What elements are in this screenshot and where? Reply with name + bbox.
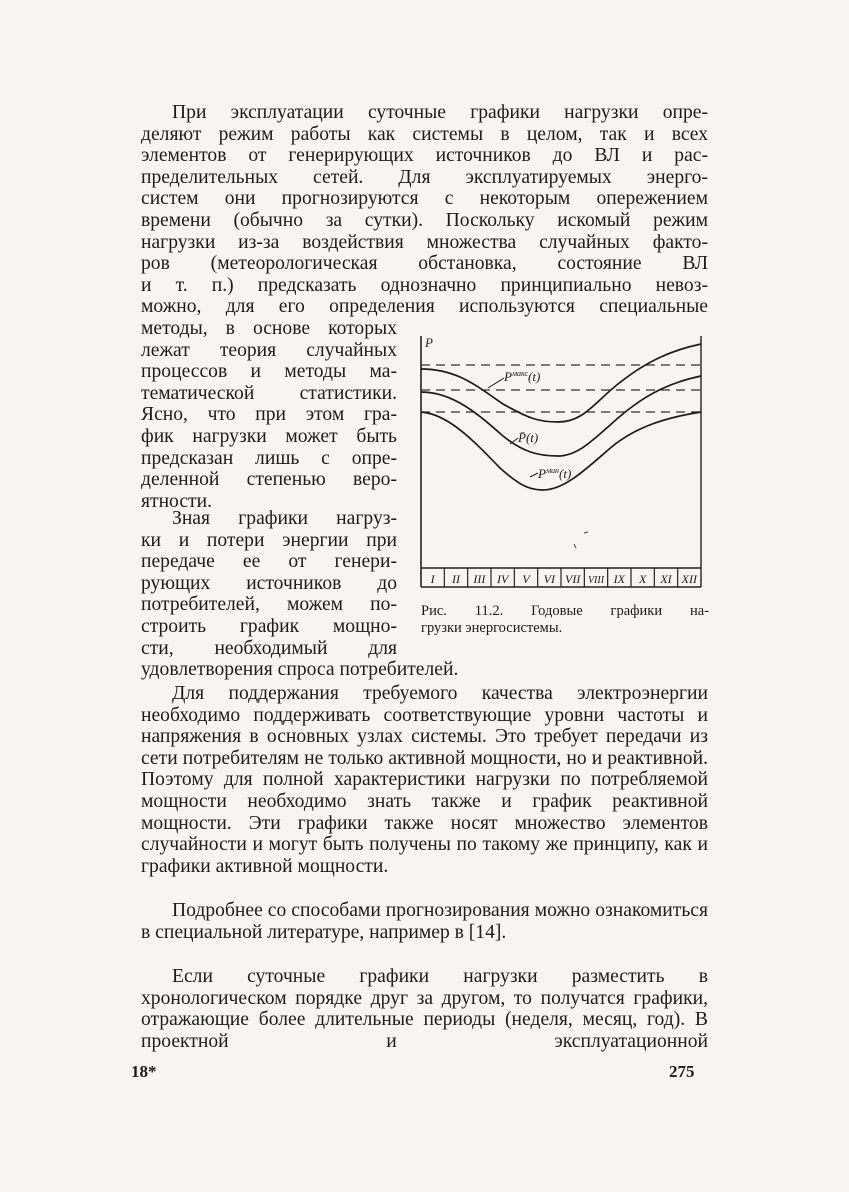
- month-label: III: [473, 572, 486, 586]
- text-line: деляют режим работы как системы в целом, так и всех: [141, 123, 708, 145]
- text-line: методы, в основе которых: [141, 318, 397, 339]
- speck: [574, 544, 576, 548]
- month-label: I: [430, 572, 435, 586]
- text-line: рующих источников до: [141, 572, 397, 594]
- leader-p-min: [530, 473, 538, 477]
- text-line: тематической статистики.: [141, 382, 397, 404]
- caption-line-1: Рис. 11.2. Годовые графики на-: [421, 603, 709, 619]
- month-label: V: [522, 572, 530, 586]
- month-label: VIII: [587, 575, 605, 586]
- month-label: VI: [543, 572, 555, 586]
- text-line: сти, необходимый для: [141, 637, 397, 659]
- month-labels: [430, 572, 698, 586]
- y-axis-label: P: [425, 335, 433, 350]
- paragraph-2-last-line: удовлетворения спроса потребителей.: [141, 659, 459, 680]
- text-line: передаче ее от генери-: [141, 551, 397, 573]
- month-label: VII: [565, 572, 581, 586]
- text-line: ятности.: [141, 490, 212, 512]
- text-line: пределительных сетей. Для эксплуатируемых энерго-: [141, 166, 708, 188]
- month-label: XII: [681, 572, 697, 586]
- month-label: IX: [613, 572, 625, 586]
- month-label: II: [452, 572, 460, 586]
- text-line: При эксплуатации суточные графики нагрузки опре-: [172, 102, 708, 123]
- text-line: можно, для его определения используются специальные: [141, 296, 708, 318]
- paragraph-5: Если суточные графики нагрузки разместить в хронологическом порядке друг за другом, то получатся графики, отражающие более длительные периоды (неделя, месяц, год). В проектной и эксплуатационной: [141, 966, 708, 1052]
- text-line: Ясно, что при этом гра-: [141, 404, 397, 426]
- page-number: 275: [669, 1062, 695, 1081]
- text-line: фик нагрузки может быть: [141, 426, 397, 447]
- text-line: лежат теория случайных: [141, 339, 397, 361]
- annual-load-graph: [418, 332, 704, 592]
- month-label: XI: [660, 572, 672, 586]
- label-p-max: $P^{макс}(t)$: [504, 369, 541, 384]
- text-line: потребителей, можем по-: [141, 594, 397, 616]
- figure-caption: [421, 603, 709, 637]
- text-line: и т. п.) предсказать однозначно принципиально невоз-: [141, 274, 708, 296]
- text-line: нагрузки из-за воздействия множества случайных факто-: [141, 231, 708, 253]
- text-line: деленной степенью веро-: [141, 469, 397, 491]
- leader-p-max: [488, 378, 504, 388]
- curve-p-max: [421, 344, 701, 422]
- speck: [584, 532, 588, 533]
- month-label: IV: [497, 572, 509, 586]
- sheet-signature: 18*: [131, 1062, 157, 1081]
- text-line: ров (метеорологическая обстановка, состояние ВЛ: [141, 253, 708, 275]
- month-label: X: [638, 572, 647, 586]
- paragraph-3: Для поддержания требуемого качества электроэнергии необходимо поддерживать соответствующие уровни частоты и напряжения в основных узлах системы. Это требует передачи из сети потребителям не только активной мощности, но и реактивной. Поэтому для полной характеристики нагрузки по потребляемой мощности необходимо знать также и график реактивной мощности. Эти графики также носят множество элементов случайности и могут быть получены по такому же принципу, как и графики активной мощности.: [141, 683, 708, 877]
- label-p-min: $P^{мин}(t)$: [538, 466, 572, 481]
- text-line: Зная графики нагруз-: [172, 508, 397, 529]
- label-p-mean: P̄(t): [518, 430, 539, 445]
- text-line: ки и потери энергии при: [141, 529, 397, 551]
- text-line: строить график мощно-: [141, 616, 397, 637]
- text-line: процессов и методы ма-: [141, 361, 397, 383]
- paragraph-4: Подробнее со способами прогнозирования можно ознакомиться в специальной литературе, например в [14].: [141, 900, 708, 943]
- text-line: систем они прогнозируются с некоторым опережением: [141, 188, 708, 210]
- text-line: элементов от генерирующих источников до ВЛ и рас-: [141, 145, 708, 167]
- curve-p-mean: [421, 376, 701, 456]
- text-line: времени (обычно за сутки). Поскольку искомый режим: [141, 210, 708, 231]
- caption-line-2: грузки энергосистемы.: [421, 620, 563, 636]
- text-line: предсказан лишь с опре-: [141, 447, 397, 469]
